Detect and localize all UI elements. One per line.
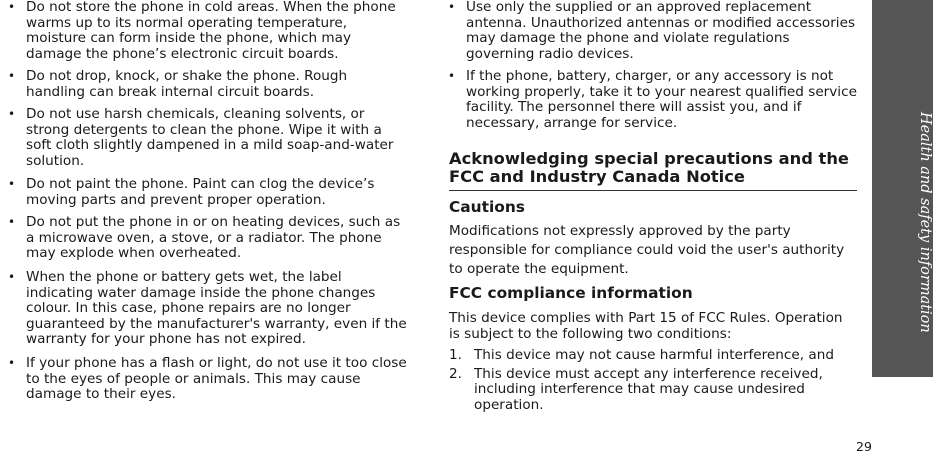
list-item: • Do not paint the phone. Paint can clog the device’s moving parts and prevent proper operation.	[0, 177, 410, 208]
list-item: • Do not drop, knock, or shake the phone. Rough handling can break internal circuit boards.	[0, 69, 410, 100]
cautions-heading: Cautions	[449, 198, 525, 216]
list-item: • If the phone, battery, charger, or any accessory is not working properly, take it to your nearest qualified service facility. The personnel there will assist you, and if necessary, arrange for service.	[440, 69, 858, 131]
list-item: • Do not put the phone in or on heating devices, such as a microwave oven, a stove, or a radiator. The phone may explode when overheated.	[0, 215, 410, 262]
list-item	[449, 367, 857, 414]
item-number: 1.	[449, 347, 462, 363]
section-heading: Acknowledging special precautions and the FCC and Industry Canada Notice	[449, 150, 857, 191]
list-item: • Use only the supplied or an approved replacement antenna. Unauthorized antennas or modified accessories may damage the phone and violate regulations governing radio devices.	[440, 0, 858, 62]
fcc-heading: FCC compliance information	[449, 284, 693, 302]
fcc-conditions-list	[449, 348, 857, 413]
item-number: 2.	[449, 365, 462, 382]
cautions-text: Modifications not expressly approved by the party responsible for compliance could void the user's authority to operate the equipment.	[449, 223, 845, 277]
list-item	[449, 348, 857, 364]
item-text: This device must accept any interference received, including interference that may cause undesired operation.	[474, 365, 823, 413]
list-item: • Do not store the phone in cold areas. When the phone warms up to its normal operating temperature, moisture can form inside the phone, which may damage the phone’s electronic circuit boards.	[0, 0, 410, 62]
page-number: 29	[856, 439, 872, 454]
list-item: • Do not use harsh chemicals, cleaning solvents, or strong detergents to clean the phone. Wipe it with a soft cloth slightly dampened in a mild soap-and-water solution.	[0, 107, 410, 169]
fcc-text: This device complies with Part 15 of FCC Rules. Operation is subject to the following two conditions:	[449, 310, 843, 342]
side-tab-label: Health and safety information	[917, 112, 933, 333]
list-item: • If your phone has a flash or light, do not use it too close to the eyes of people or animals. This may cause damage to their eyes.	[0, 356, 410, 403]
item-text: This device may not cause harmful interference, and	[474, 347, 834, 363]
list-item: • When the phone or battery gets wet, the label indicating water damage inside the phone changes colour. In this case, phone repairs are no longer guaranteed by the manufacturer's warranty, even if the warranty for your phone has not expired.	[0, 270, 410, 348]
